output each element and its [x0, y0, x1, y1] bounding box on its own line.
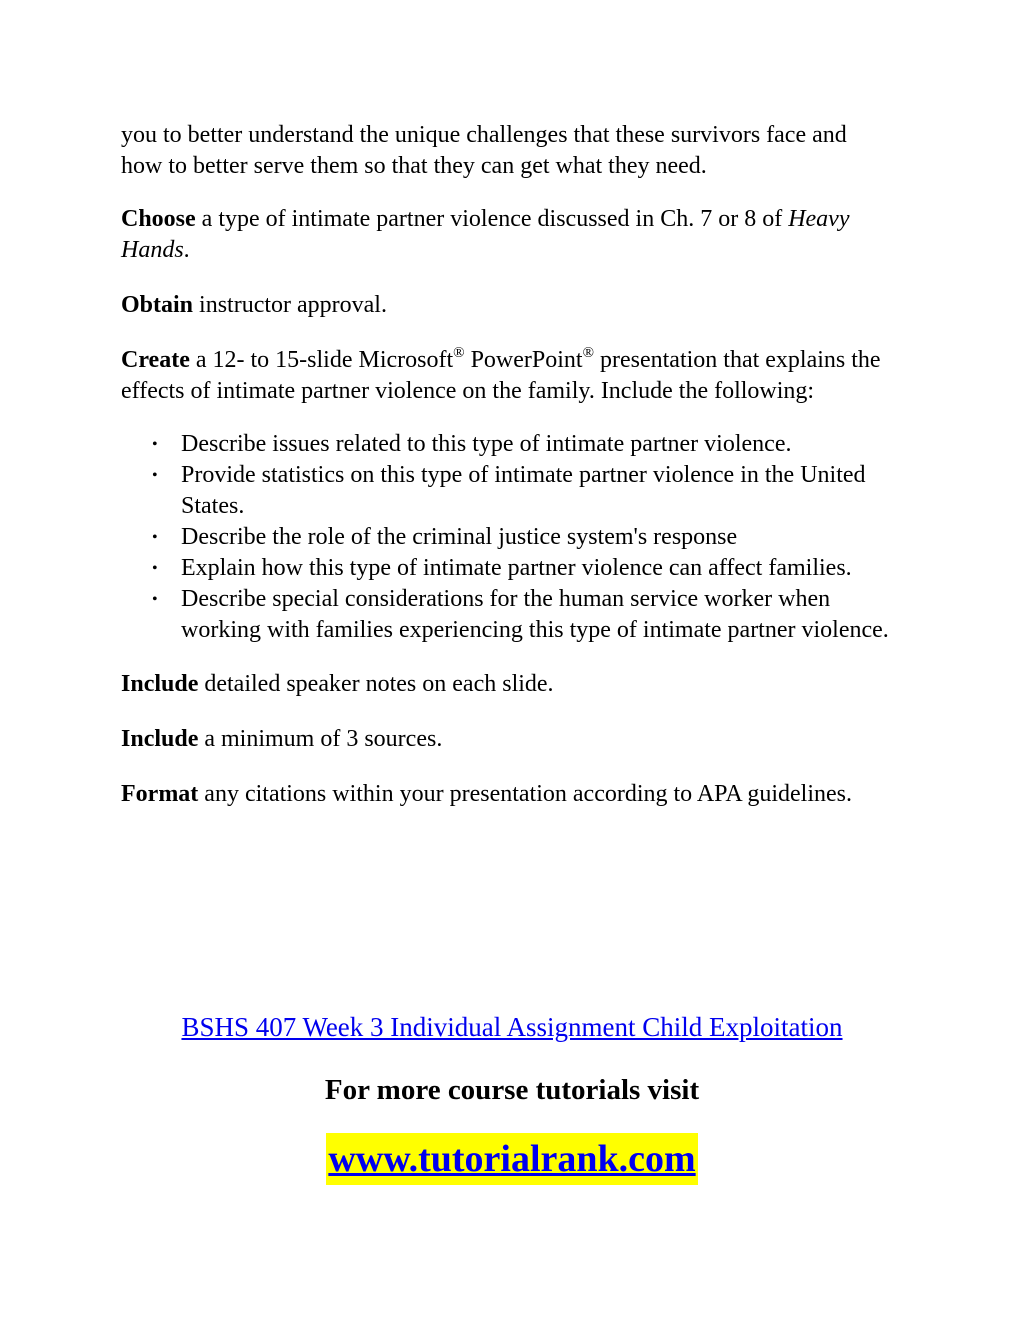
list-item-text: Describe issues related to this type of intimate partner violence. [181, 431, 792, 457]
create-text-1: a 12- to 15-slide Microsoft [189, 347, 454, 373]
bullet-icon: • [152, 560, 158, 577]
bullet-icon: • [152, 467, 158, 484]
list-item [152, 553, 891, 584]
bullet-icon: • [152, 529, 158, 546]
format-lead: Format [121, 781, 199, 807]
list-item [152, 429, 891, 460]
create-text-3: presentation that explains the effects of intimate partner violence on the family. Include the following: [121, 347, 881, 404]
create-text-2: PowerPoint [464, 347, 583, 373]
list-item-text: Describe the role of the criminal justice system's response [181, 524, 738, 550]
site-link[interactable]: www.tutorialrank.com [326, 1133, 697, 1185]
site-link-container [0, 1133, 1024, 1185]
course-link[interactable]: BSHS 407 Week 3 Individual Assignment Child Exploitation [181, 1012, 843, 1042]
list-item-text: Provide statistics on this type of intimate partner violence in the United States. [181, 462, 866, 519]
list-item-text: Explain how this type of intimate partner violence can affect families. [181, 555, 852, 581]
book-title: Heavy Hands [121, 206, 850, 263]
document-body [121, 120, 891, 834]
list-item-text: Describe special considerations for the human service worker when working with families experiencing this type of intimate partner violence. [181, 586, 889, 643]
list-item [152, 584, 891, 646]
choose-lead: Choose [121, 206, 196, 232]
include-notes-text: detailed speaker notes on each slide. [198, 671, 554, 697]
include-sources-lead: Include [121, 726, 199, 752]
obtain-paragraph [121, 290, 891, 321]
intro-paragraph: you to better understand the unique challenges that these survivors face and how to better serve them so that they can get what they need. [121, 122, 847, 179]
format-paragraph [121, 779, 891, 810]
choose-text: a type of intimate partner violence discussed in Ch. 7 or 8 of [195, 206, 789, 232]
list-item [152, 460, 891, 522]
obtain-lead: Obtain [121, 292, 194, 318]
choose-paragraph [121, 204, 891, 266]
include-sources-text: a minimum of 3 sources. [198, 726, 443, 752]
list-item [152, 522, 891, 553]
create-paragraph [121, 345, 891, 407]
include-notes-paragraph [121, 669, 891, 700]
create-lead: Create [121, 347, 190, 373]
registered-mark-1: ® [453, 345, 465, 361]
include-sources-paragraph [121, 724, 891, 755]
requirements-list [121, 429, 891, 646]
bullet-icon: • [152, 591, 158, 608]
include-notes-lead: Include [121, 671, 199, 697]
bullet-icon: • [152, 436, 158, 453]
registered-mark-2: ® [582, 345, 594, 361]
format-text: any citations within your presentation according to APA guidelines. [198, 781, 852, 807]
choose-end: . [183, 237, 190, 263]
obtain-text: instructor approval. [193, 292, 387, 318]
more-tutorials-heading: For more course tutorials visit [324, 1074, 700, 1106]
